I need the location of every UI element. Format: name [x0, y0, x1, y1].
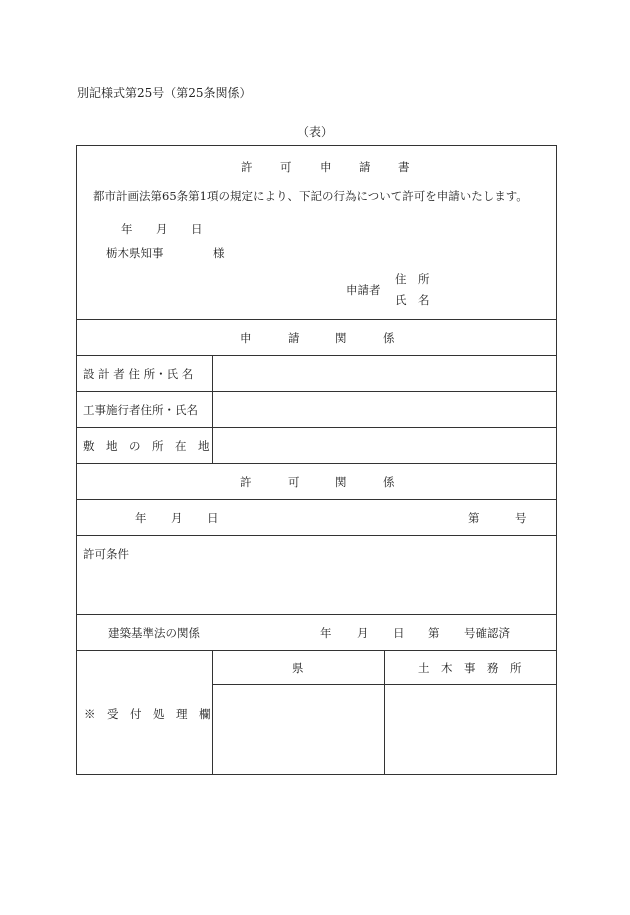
heading-char: 関: [335, 331, 347, 345]
permit-date-year: 年: [135, 511, 147, 525]
name-label-char: 名: [418, 293, 430, 307]
civil-engineering-office-label: 土 木 事 務 所: [418, 661, 522, 675]
building-date-year: 年: [320, 626, 332, 640]
statement: 都市計画法第65条第1項の規定により、下記の行為について許可を申請いたします。: [93, 189, 528, 203]
building-date-day: 日: [393, 626, 405, 640]
address-label-char: 住: [395, 272, 407, 286]
title-char: 書: [398, 160, 410, 174]
permit-number-prefix: 第: [468, 511, 480, 525]
site-location-label: 敷 地 の 所 在 地: [83, 439, 210, 453]
heading-char: 申: [240, 331, 252, 345]
building-confirmation: 号確認済: [464, 626, 510, 640]
prefecture-column-label: 県: [292, 661, 304, 675]
form-id: 別記様式第25号（第25条関係）: [77, 86, 252, 100]
header-date-month: 月: [156, 222, 168, 236]
permit-date-day: 日: [207, 511, 219, 525]
addressee: 栃木県知事: [106, 246, 164, 260]
title-char: 請: [359, 160, 371, 174]
heading-char: 係: [383, 475, 395, 489]
heading-char: 可: [288, 475, 300, 489]
applicant-label: 申請者: [346, 283, 381, 297]
heading-char: 係: [383, 331, 395, 345]
reception-label: ※ 受 付 処 理 欄: [84, 707, 211, 721]
permit-date-month: 月: [171, 511, 183, 525]
building-number-prefix: 第: [428, 626, 440, 640]
heading-char: 請: [288, 331, 300, 345]
honorific: 様: [213, 246, 225, 260]
permit-conditions-label: 許可条件: [83, 547, 129, 561]
permit-number-suffix: 号: [515, 511, 527, 525]
contractor-label: 工事施行者住所・氏名: [83, 403, 198, 417]
building-date-month: 月: [357, 626, 369, 640]
header-date-year: 年: [121, 222, 133, 236]
title-char: 許: [241, 160, 253, 174]
title-char: 可: [280, 160, 292, 174]
header-date-day: 日: [191, 222, 203, 236]
heading-char: 関: [335, 475, 347, 489]
face-label: （表）: [296, 125, 333, 139]
address-label-char: 所: [418, 272, 430, 286]
heading-char: 許: [240, 475, 252, 489]
title-char: 申: [320, 160, 332, 174]
name-label-char: 氏: [395, 293, 407, 307]
building-standards-label: 建築基準法の関係: [108, 626, 200, 640]
designer-label: 設 計 者 住 所・氏 名: [83, 367, 194, 381]
